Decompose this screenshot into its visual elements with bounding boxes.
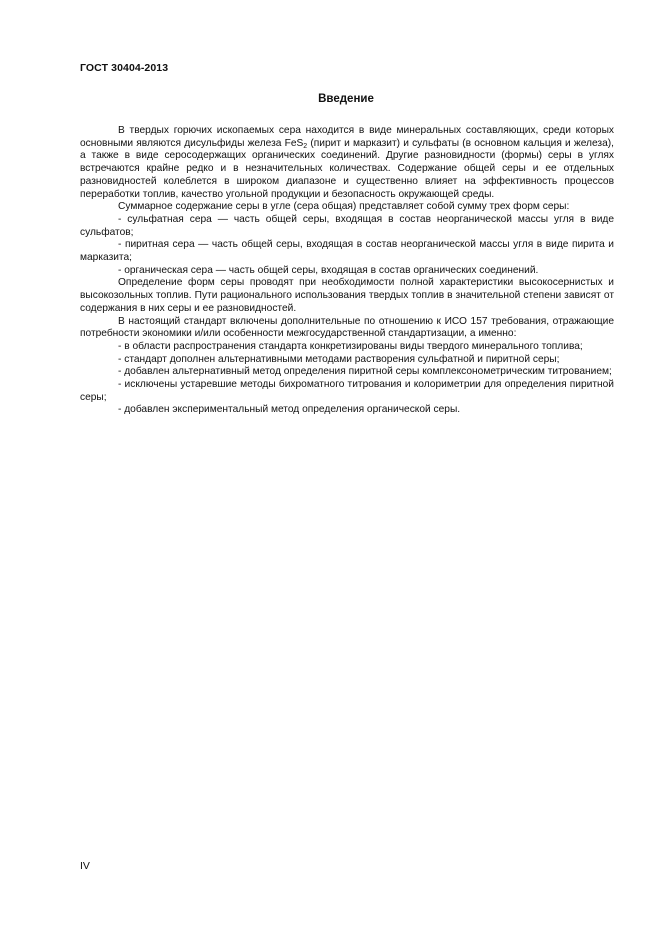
section-title: Введение [318,93,374,105]
paragraph-total-sulfur: Суммарное содержание серы в угле (сера общая) представляет собой сумму трех форм серы: [118,201,570,213]
subscript: 2 [303,142,308,150]
document-header-standard-code: ГОСТ 30404-2013 [80,62,169,74]
list-item-experimental-method: - добавлен экспериментальный метод определения органической серы. [118,404,461,416]
page-number: IV [80,860,90,872]
list-item-sulfate-sulfur: - сульфатная сера — часть общей серы, входящая в состав неорганической массы угля в виде сульфатов; [80,213,614,238]
paragraph-sulfur-forms: В твердых горючих ископаемых сера находится в виде минеральных составляющих, среди которых основными являются дисульфиды железа FeS$_2$ (пирит и марказит) и сульфаты (в основном кальция и железа), а также в виде серосодержащих органических соединений. Другие разновидности (формы) серы в углях встречаются крайне редко и в незначительных количествах. Содержание общей серы и ее отдельных разновидностей колеблется в широком диапазоне и существенно влияет на эффективность процессов переработки топлив, качество угольной продукции и безопасность окружающей среды. [80,125,614,200]
paragraph-additional-requirements: В настоящий стандарт включены дополнительные по отношению к ИСО 157 требования, отражающие потребности экономики и/или особенности межгосударственной стандартизации, а именно: [80,315,614,340]
list-item-pyritic-sulfur: - пиритная сера — часть общей серы, входящая в состав неорганической массы угля в виде пирита и марказита; [80,239,614,264]
introduction-body [80,125,614,417]
list-item-scope: - в области распространения стандарта конкретизированы виды твердого минерального топлива; [118,340,583,352]
list-item-excluded-methods: - исключены устаревшие методы бихроматного титрования и колориметрии для определения пиритной серы; [80,379,614,403]
list-item-organic-sulfur: - органическая сера — часть общей серы, входящая в состав органических соединений. [118,264,539,276]
list-item-complexometric-method: - добавлен альтернативный метод определения пиритной серы комплексонометрическим титрованием; [118,366,612,378]
paragraph-determination: Определение форм серы проводят при необходимости полной характеристики высокосернистых и высокозольных топлив. Пути рационального использования твердых топлив в значительной степени зависят от содержания в них серы и ее разновидностей. [80,277,614,314]
list-item-dissolution-methods: - стандарт дополнен альтернативными методами растворения сульфатной и пиритной серы; [118,353,560,365]
